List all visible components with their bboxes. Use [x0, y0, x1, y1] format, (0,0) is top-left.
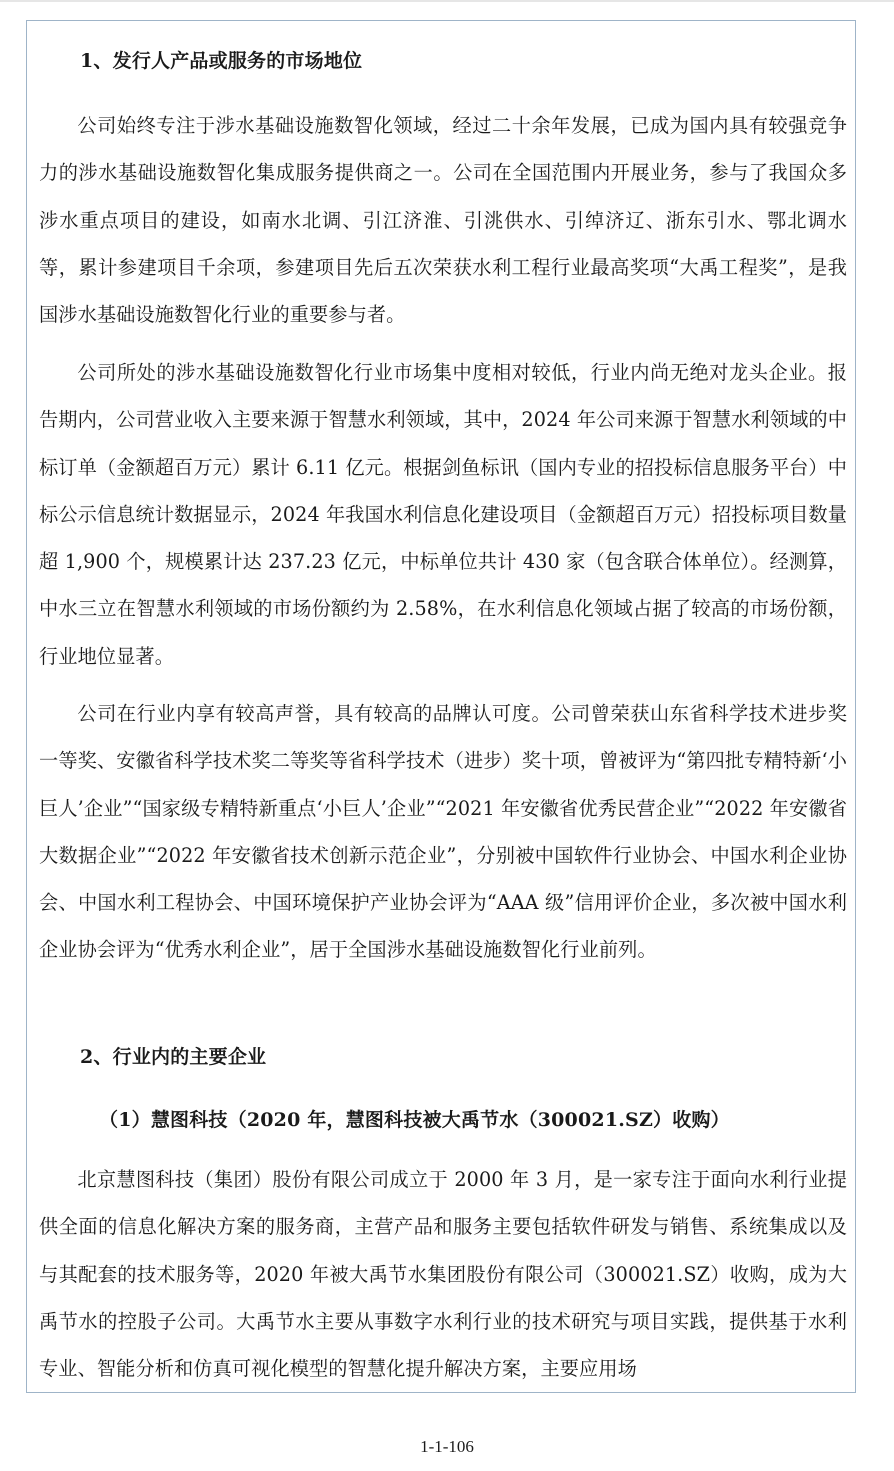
paragraph-market-share: 公司所处的涉水基础设施数智化行业市场集中度相对较低，行业内尚无绝对龙头企业。报告期内，公司营业收入主要来源于智慧水利领域，其中，2024 年公司来源于智慧水利领域的中标订单（金额超百万元）累计 6.11 亿元。根据剑鱼标讯（国内专业的招投标信息服务平台）中标公示信息统计数据显示，2024 年我国水利信息化建设项目（金额超百万元）招投标项目数量超 1,900 个，规模累计达 237.23 亿元，中标单位共计 430 家（包含联合体单位）。经测算，中水三立在智慧水利领域的市场份额约为 2.58%，在水利信息化领域占据了较高的市场份额，行业地位显著。: [39, 361, 847, 668]
subsection-heading-huitu: （1）慧图科技（2020 年，慧图科技被大禹节水（300021.SZ）收购）: [99, 1109, 730, 1131]
top-divider: [0, 0, 894, 2]
paragraph-huitu-description: 北京慧图科技（集团）股份有限公司成立于 2000 年 3 月，是一家专注于面向水利行业提供全面的信息化解决方案的服务商，主营产品和服务主要包括软件研发与销售、系统集成以及与其配套的技术服务等，2020 年被大禹节水集团股份有限公司（300021.SZ）收购，成为大禹节水的控股子公司。大禹节水主要从事数字水利行业的技术研究与项目实践，提供基于水利专业、智能分析和仿真可视化模型的智慧化提升解决方案，主要应用场: [39, 1168, 847, 1381]
page-number: 1-1-106: [420, 1437, 474, 1456]
paragraph-company-overview: 公司始终专注于涉水基础设施数智化领域，经过二十余年发展，已成为国内具有较强竞争力的涉水基础设施数智化集成服务提供商之一。公司在全国范围内开展业务，参与了我国众多涉水重点项目的建设，如南水北调、引江济淮、引洮供水、引绰济辽、浙东引水、鄂北调水等，累计参建项目千余项，参建项目先后五次荣获水利工程行业最高奖项“大禹工程奖”，是我国涉水基础设施数智化行业的重要参与者。: [39, 114, 847, 327]
paragraph-reputation-awards: 公司在行业内享有较高声誉，具有较高的品牌认可度。公司曾荣获山东省科学技术进步奖一等奖、安徽省科学技术奖二等奖等省科学技术（进步）奖十项，曾被评为“第四批专精特新‘小巨人’企业”“国家级专精特新重点‘小巨人’企业”“2021 年安徽省优秀民营企业”“2022 年安徽省大数据企业”“2022 年安徽省技术创新示范企业”，分别被中国软件行业协会、中国水利企业协会、中国水利工程协会、中国环境保护产业协会评为“AAA 级”信用评价企业，多次被中国水利企业协会评为“优秀水利企业”，居于全国涉水基础设施数智化行业前列。: [39, 702, 847, 962]
section-heading-market-position: 1、发行人产品或服务的市场地位: [80, 50, 363, 72]
section-heading-major-enterprises: 2、行业内的主要企业: [80, 1046, 267, 1068]
page-content-frame: [26, 20, 856, 1393]
